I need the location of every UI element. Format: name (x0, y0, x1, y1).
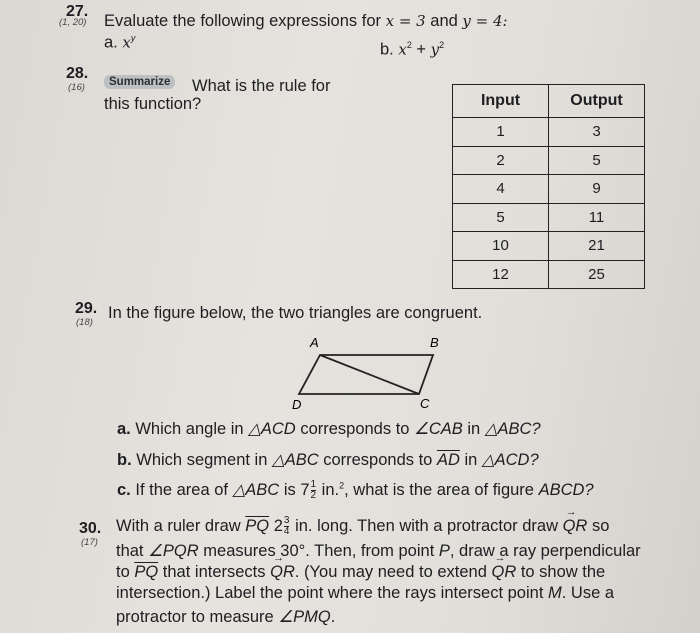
problem-29-part-c: c. If the area of △ABC is 7 $\frac{1}{2}$ in.$^2$, what is the area of figure ABCD? (117, 479, 594, 502)
function-table (452, 84, 645, 289)
problem-27-ref: (1, 20) (59, 17, 87, 28)
vertex-label-d: D (292, 397, 302, 412)
problem-30-line3: to $\overline{PQ}$ that intersects → QR. (You may need to extend → QR to show the (116, 563, 605, 582)
problem-29-part-a: a. Which angle in △ACD corresponds to ∠CAB in △ABC? (117, 420, 541, 438)
header-input: Input (453, 85, 549, 118)
problem-27-number: 27. (66, 3, 89, 20)
cell-output: 25 (549, 260, 645, 289)
problem-27-part-a: a. $x^y$ (104, 33, 136, 52)
problem-29-number: 29. (75, 300, 98, 317)
table-row (453, 146, 645, 175)
table-row (453, 175, 645, 204)
table-row (453, 260, 645, 289)
cell-input: 10 (453, 232, 549, 261)
table-header-row (453, 85, 645, 118)
cell-output: 5 (549, 146, 645, 175)
problem-28-line1: What is the rule for (192, 77, 331, 95)
cell-output: 9 (549, 175, 645, 204)
problem-27-part-b: b. $x^2 + y^2$ (380, 40, 445, 59)
table-row (453, 118, 645, 147)
table-row (453, 232, 645, 261)
parallelogram-abcd (299, 355, 433, 394)
problem-29-ref: (18) (76, 317, 93, 328)
problem-30-line1: With a ruler draw $\overline{PQ}$ 2 $\frac{3}{4}$ in. long. Then with a protractor draw → QR so (116, 516, 609, 537)
cell-input: 12 (453, 260, 549, 289)
problem-30-line2: that ∠PQR measures 30°. Then, from point P, draw a ray perpendicular (116, 542, 641, 560)
table-row (453, 203, 645, 232)
problem-27-prompt: Evaluate the following expressions for x = 3 and y = 4: (104, 12, 508, 30)
cell-input: 4 (453, 175, 549, 204)
cell-input: 5 (453, 203, 549, 232)
parallelogram-figure (280, 332, 450, 412)
problem-29-part-b: b. Which segment in △ABC corresponds to $\overline{AD}$ in △ACD? (117, 451, 539, 469)
vertex-label-a: A (310, 335, 319, 350)
cell-output: 21 (549, 232, 645, 261)
problem-28-ref: (16) (68, 82, 85, 93)
summarize-badge: Summarize (104, 72, 175, 90)
vertex-label-c: C (420, 396, 430, 411)
cell-input: 2 (453, 146, 549, 175)
diagonal-ac (320, 355, 419, 394)
problem-28-number: 28. (66, 65, 89, 82)
cell-input: 1 (453, 118, 549, 147)
cell-output: 3 (549, 118, 645, 147)
header-output: Output (549, 85, 645, 118)
problem-29-prompt: In the figure below, the two triangles are congruent. (108, 304, 483, 322)
cell-output: 11 (549, 203, 645, 232)
problem-28-line2: this function? (104, 95, 202, 113)
problem-30-ref: (17) (81, 537, 98, 548)
problem-30-line4: intersection.) Label the point where the rays intersect point M. Use a (116, 584, 615, 602)
problem-30-line5: protractor to measure ∠PMQ. (116, 608, 336, 626)
vertex-label-b: B (430, 335, 439, 350)
problem-30-number: 30. (79, 520, 102, 537)
